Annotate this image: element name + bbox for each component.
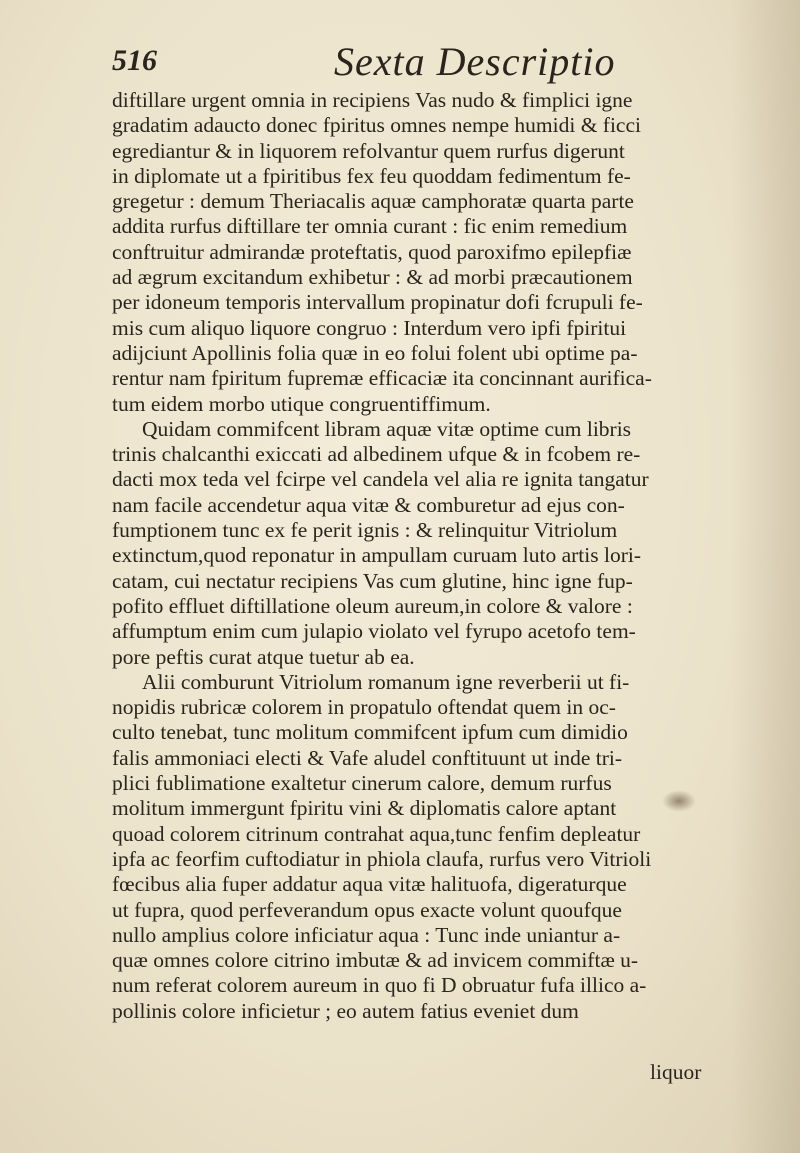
text-line: diftillare urgent omnia in recipiens Vas nudo & fimplici igne [112,88,633,112]
text-line: addita rurfus diftillare ter omnia curant : fic enim remedium [112,214,628,239]
page-header [112,38,712,88]
text-line: nam facile accendetur aqua vitæ & comburetur ad ejus con- [112,492,625,517]
text-line: egrediantur & in liquorem refolvantur quem rurfus digerunt [112,138,625,163]
text-line: conftruitur admirandæ proteftatis, quod paroxifmo epilepfiæ [112,239,632,264]
running-title: Sexta Descriptio [334,39,616,84]
text-line: pofito effluet diftillatione oleum aureum,in colore & valore : [112,593,633,618]
text-line: num referat colorem aureum in quo fi D obruatur fufa illico a- [112,973,647,998]
text-line: tum eidem morbo utique congruentiffimum. [112,391,491,416]
text-line: falis ammoniaci electi & Vafe aludel conftituunt ut inde tri- [112,745,623,770]
text-line: culto tenebat, tunc molitum commifcent ipfum cum dimidio [112,720,628,745]
text-line: quæ omnes colore citrino imbutæ & ad invicem commiftæ u- [112,948,639,973]
text-line: per idoneum temporis intervallum propinatur dofi fcrupuli fe- [112,290,643,315]
page-gutter-shadow [730,0,800,1153]
text-line: adijciunt Apollinis folia quæ in eo folui folent ubi optime pa- [112,340,638,365]
text-line: pollinis colore inficietur ; eo autem fatius eveniet dum [112,998,579,1023]
text-line: gregetur : demum Theriacalis aquæ camphoratæ quarta parte [112,189,634,214]
ink-stain [662,790,696,812]
catchword: liquor [650,1060,702,1084]
text-line: Quidam commifcent libram aquæ vitæ optime cum libris [142,416,632,441]
text-line: Alii comburunt Vitriolum romanum igne reverberii ut fi- [142,669,630,694]
text-line: fumptionem tunc ex fe perit ignis : & relinquitur Vitriolum [112,518,618,543]
text-line: fœcibus alia fuper addatur aqua vitæ halituofa, digeraturque [112,872,627,897]
text-line: in diplomate ut a fpiritibus fex feu quoddam fedimentum fe- [112,163,631,188]
text-line: nullo amplius colore inficiatur aqua : Tunc inde uniantur a- [112,922,621,947]
text-line: pore peftis curat atque tuetur ab ea. [112,644,415,669]
text-line: mis cum aliquo liquore congruo : Interdum vero ipfi fpiritui [112,315,627,340]
text-line: rentur nam fpiritum fupremæ efficaciæ ita concinnant aurifica- [112,366,652,391]
text-line: catam, cui nectatur recipiens Vas cum glutine, hinc igne fup- [112,568,633,593]
text-line: nopidis rubricæ colorem in propatulo oftendat quem in oc- [112,695,616,720]
text-line: ut fupra, quod perfeverandum opus exacte volunt quoufque [112,897,622,922]
text-line: trinis chalcanthi exiccati ad albedinem ufque & in fcobem re- [112,442,641,467]
text-line: plici fublimatione exaltetur cinerum calore, demum rurfus [112,771,612,796]
text-line: dacti mox teda vel fcirpe vel candela vel alia re ignita tangatur [112,467,649,492]
text-line: affumptum enim cum julapio violato vel fyrupo acetofo tem- [112,619,636,644]
body-text [112,88,712,1024]
page-number: 516 [112,44,157,77]
text-line: ad ægrum excitandum exhibetur : & ad morbi præcautionem [112,265,633,290]
text-line: molitum immergunt fpiritu vini & diplomatis calore aptant [112,796,617,821]
text-line: gradatim adaucto donec fpiritus omnes nempe humidi & ficci [112,113,641,138]
text-line: extinctum,quod reponatur in ampullam curuam luto artis lori- [112,543,642,568]
text-line: ipfa ac feorfim cuftodiatur in phiola claufa, rurfus vero Vitrioli [112,846,652,871]
text-line: quoad colorem citrinum contrahat aqua,tunc fenfim depleatur [112,821,641,846]
